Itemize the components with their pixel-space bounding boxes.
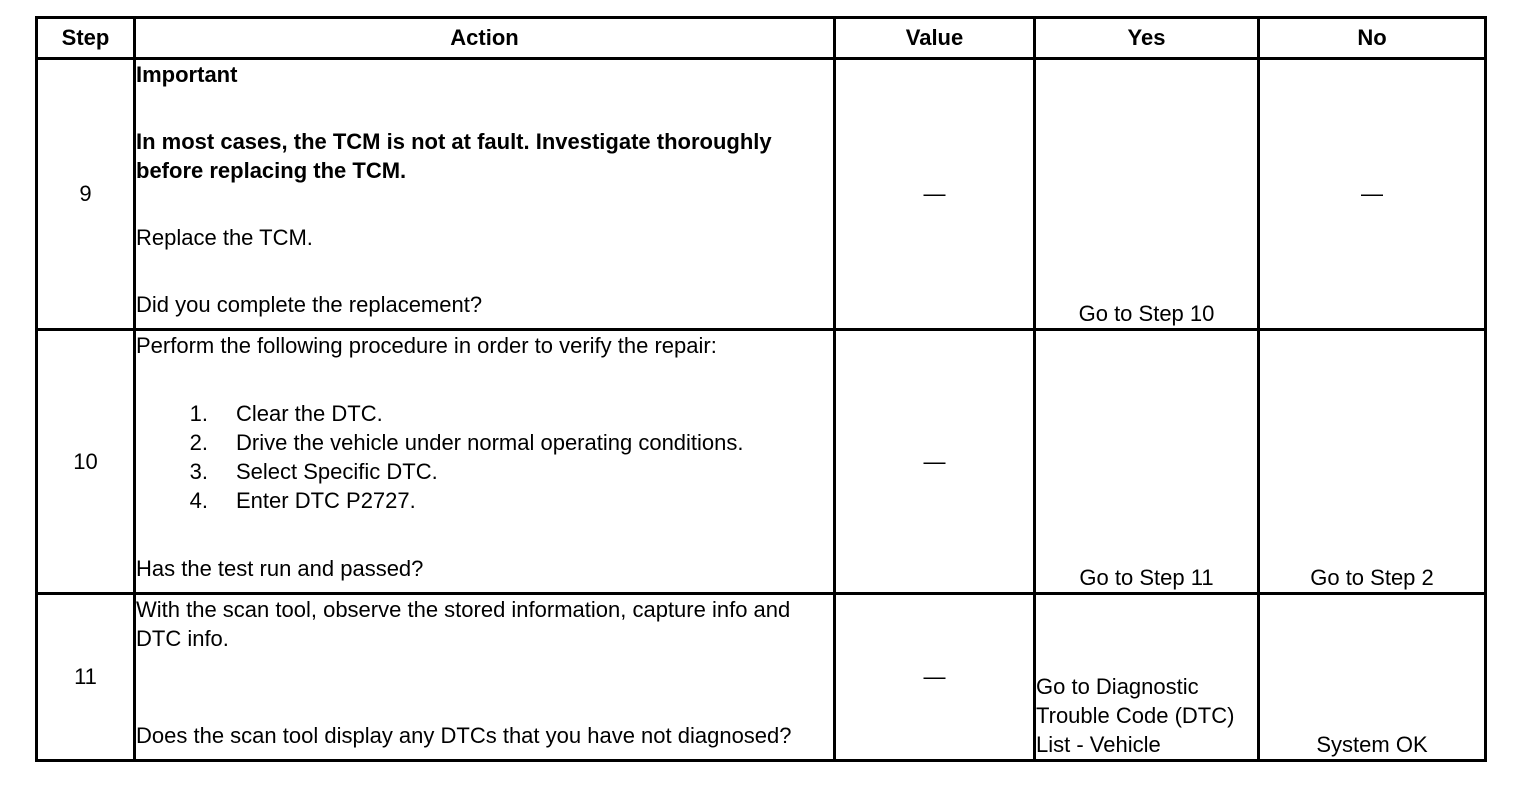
action-cell bbox=[135, 594, 835, 761]
intro-text: Perform the following procedure in order to verify the repair: bbox=[136, 333, 717, 358]
value-cell: — bbox=[835, 330, 1035, 594]
yes-cell: Go to Step 10 bbox=[1035, 59, 1259, 330]
diagnostic-table bbox=[35, 16, 1487, 762]
value-cell: — bbox=[835, 594, 1035, 761]
step-number: 9 bbox=[37, 59, 135, 330]
header-step: Step bbox=[37, 18, 135, 59]
table-row bbox=[37, 59, 1486, 330]
list-number: 2. bbox=[189, 430, 208, 455]
question-text: Does the scan tool display any DTCs that you have not diagnosed? bbox=[136, 723, 792, 748]
list-text: Enter DTC P2727. bbox=[236, 488, 416, 513]
list-text: Select Specific DTC. bbox=[236, 459, 438, 484]
yes-cell: Go to Step 11 bbox=[1035, 330, 1259, 594]
list-item bbox=[136, 399, 833, 428]
yes-cell: Go to Diagnostic Trouble Code (DTC) List - Vehicle bbox=[1035, 594, 1259, 761]
important-label: Important bbox=[136, 62, 238, 87]
list-item bbox=[136, 428, 833, 457]
value-cell: — bbox=[835, 59, 1035, 330]
instruction-text: Replace the TCM. bbox=[136, 225, 313, 250]
procedure-list bbox=[136, 399, 833, 515]
action-cell bbox=[135, 330, 835, 594]
question-text: Has the test run and passed? bbox=[136, 556, 424, 581]
table-row bbox=[37, 330, 1486, 594]
important-note: In most cases, the TCM is not at fault. Investigate thoroughly before replacing the TCM. bbox=[136, 129, 772, 183]
header-no: No bbox=[1259, 18, 1486, 59]
no-cell: System OK bbox=[1259, 594, 1486, 761]
list-text: Drive the vehicle under normal operating conditions. bbox=[236, 430, 744, 455]
no-cell: Go to Step 2 bbox=[1259, 330, 1486, 594]
header-row bbox=[37, 18, 1486, 59]
question-text: Did you complete the replacement? bbox=[136, 292, 483, 317]
list-text: Clear the DTC. bbox=[236, 401, 383, 426]
no-cell: — bbox=[1259, 59, 1486, 330]
list-item bbox=[136, 457, 833, 486]
header-yes: Yes bbox=[1035, 18, 1259, 59]
list-number: 4. bbox=[189, 488, 208, 513]
list-number: 1. bbox=[189, 401, 208, 426]
header-action: Action bbox=[135, 18, 835, 59]
step-number: 10 bbox=[37, 330, 135, 594]
header-value: Value bbox=[835, 18, 1035, 59]
step-number: 11 bbox=[37, 594, 135, 761]
instruction-text: With the scan tool, observe the stored information, capture info and DTC info. bbox=[136, 597, 791, 651]
action-cell bbox=[135, 59, 835, 330]
table-row bbox=[37, 594, 1486, 761]
list-number: 3. bbox=[189, 459, 208, 484]
list-item bbox=[136, 486, 833, 515]
